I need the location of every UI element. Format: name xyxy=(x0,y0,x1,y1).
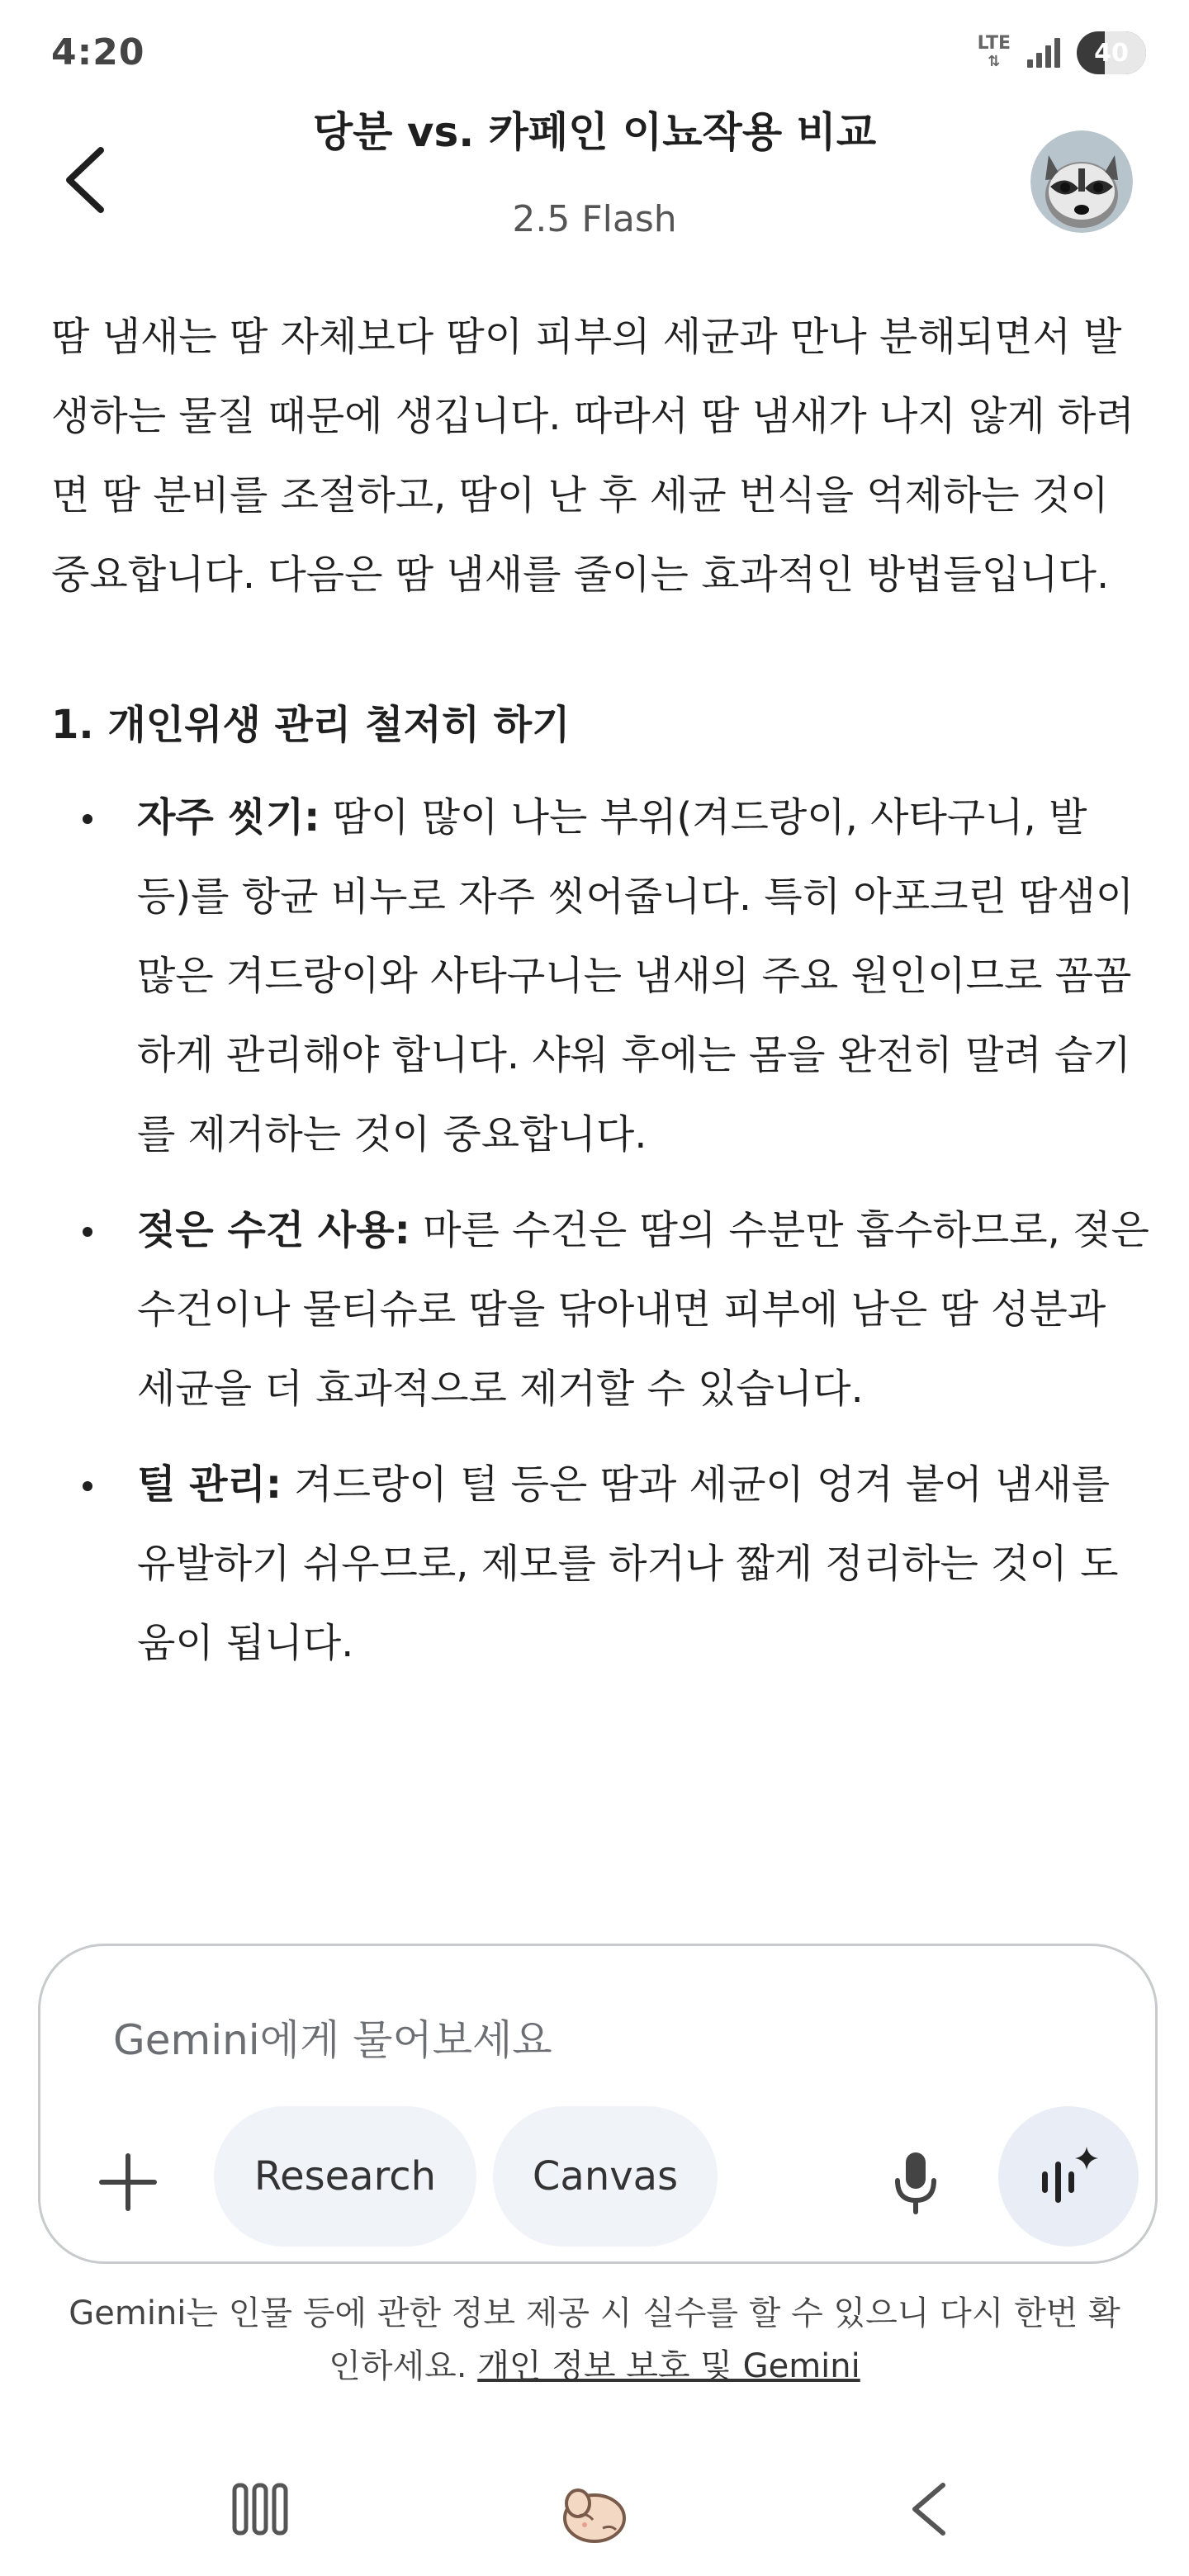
prompt-input[interactable]: Gemini에게 물어보세요 xyxy=(113,2016,552,2064)
response-content xyxy=(51,297,1149,1699)
bullet-text: 마른 수건은 땀의 수분만 흡수하므로, 젖은 수건이나 물티슈로 땀을 닦아내면 피부에 남은 땀 성분과 세균을 더 효과적으로 제거할 수 있습니다. xyxy=(137,1207,1149,1412)
live-button[interactable] xyxy=(998,2106,1139,2247)
chat-title[interactable]: 당분 vs. 카페인 이뇨작용 비교 xyxy=(312,108,877,156)
home-button[interactable] xyxy=(553,2470,632,2550)
battery-level: 40 xyxy=(1094,38,1129,68)
bullet-label: 젖은 수건 사용: xyxy=(137,1207,410,1253)
recent-apps-button[interactable] xyxy=(231,2480,289,2538)
plus-icon xyxy=(98,2152,158,2212)
status-time: 4:20 xyxy=(51,31,145,73)
status-bar xyxy=(0,0,1189,107)
bullet-label: 자주 씻기: xyxy=(137,794,320,841)
data-arrows-icon: ⇅ xyxy=(988,53,1001,70)
live-sparkle-icon xyxy=(1035,2143,1101,2209)
status-icons xyxy=(978,31,1146,74)
nav-back-icon xyxy=(900,2480,958,2538)
intro-paragraph: 땀 냄새는 땀 자체보다 땀이 피부의 세균과 만나 분해되면서 발생하는 물질 때문에 생깁니다. 따라서 땀 냄새가 나지 않게 하려면 땀 분비를 조절하고, 땀이 난 후 세균 번식을 억제하는 것이 중요합니다. 다음은 땀 냄새를 줄이는 효과적인 방법들입니다. xyxy=(51,314,1135,598)
canvas-button[interactable]: Canvas xyxy=(493,2106,718,2247)
nav-back-button[interactable] xyxy=(900,2480,958,2538)
microphone-icon xyxy=(891,2149,940,2215)
battery-icon xyxy=(1077,31,1146,74)
back-arrow-icon xyxy=(61,145,107,215)
add-button[interactable] xyxy=(87,2141,169,2223)
list-item xyxy=(51,1445,1149,1683)
microphone-button[interactable] xyxy=(874,2141,957,2223)
system-nav-bar xyxy=(0,2460,1189,2576)
cat-paw-home-icon xyxy=(553,2470,632,2550)
signal-icon xyxy=(1026,36,1062,69)
lte-icon xyxy=(978,35,1011,71)
bullet-list xyxy=(51,778,1149,1683)
model-selector[interactable]: 2.5 Flash xyxy=(512,198,677,240)
privacy-link[interactable]: 개인 정보 보호 및 Gemini xyxy=(477,2347,860,2385)
prompt-input-box[interactable] xyxy=(38,1944,1158,2264)
research-button[interactable]: Research xyxy=(214,2106,476,2247)
recent-apps-icon xyxy=(231,2480,289,2538)
list-item xyxy=(51,1191,1149,1428)
bullet-text: 겨드랑이 털 등은 땀과 세균이 엉겨 붙어 냄새를 유발하기 쉬우므로, 제모를 하거나 짧게 정리하는 것이 도움이 됩니다. xyxy=(137,1461,1119,1666)
section-heading: 1. 개인위생 관리 철저히 하기 xyxy=(51,702,571,748)
avatar[interactable] xyxy=(1030,130,1133,233)
bullet-text: 땀이 많이 나는 부위(겨드랑이, 사타구니, 발 등)를 항균 비누로 자주 씻어줍니다. 특히 아포크린 땀샘이 많은 겨드랑이와 사타구니는 냄새의 주요 원인이므로 꼼꼼하게 관리해야 합니다. 샤워 후에는 몸을 완전히 말려 습기를 제거하는 것이 중요합니다. xyxy=(137,794,1135,1158)
bullet-label: 털 관리: xyxy=(137,1461,282,1508)
raccoon-avatar-icon xyxy=(1030,130,1133,233)
network-type: LTE xyxy=(977,33,1011,54)
list-item xyxy=(51,778,1149,1174)
back-button[interactable] xyxy=(51,139,117,221)
disclaimer xyxy=(66,2287,1123,2393)
disclaimer-text: Gemini는 인물 등에 관한 정보 제공 시 실수를 할 수 있으니 다시 한번 확인하세요. xyxy=(69,2294,1120,2385)
